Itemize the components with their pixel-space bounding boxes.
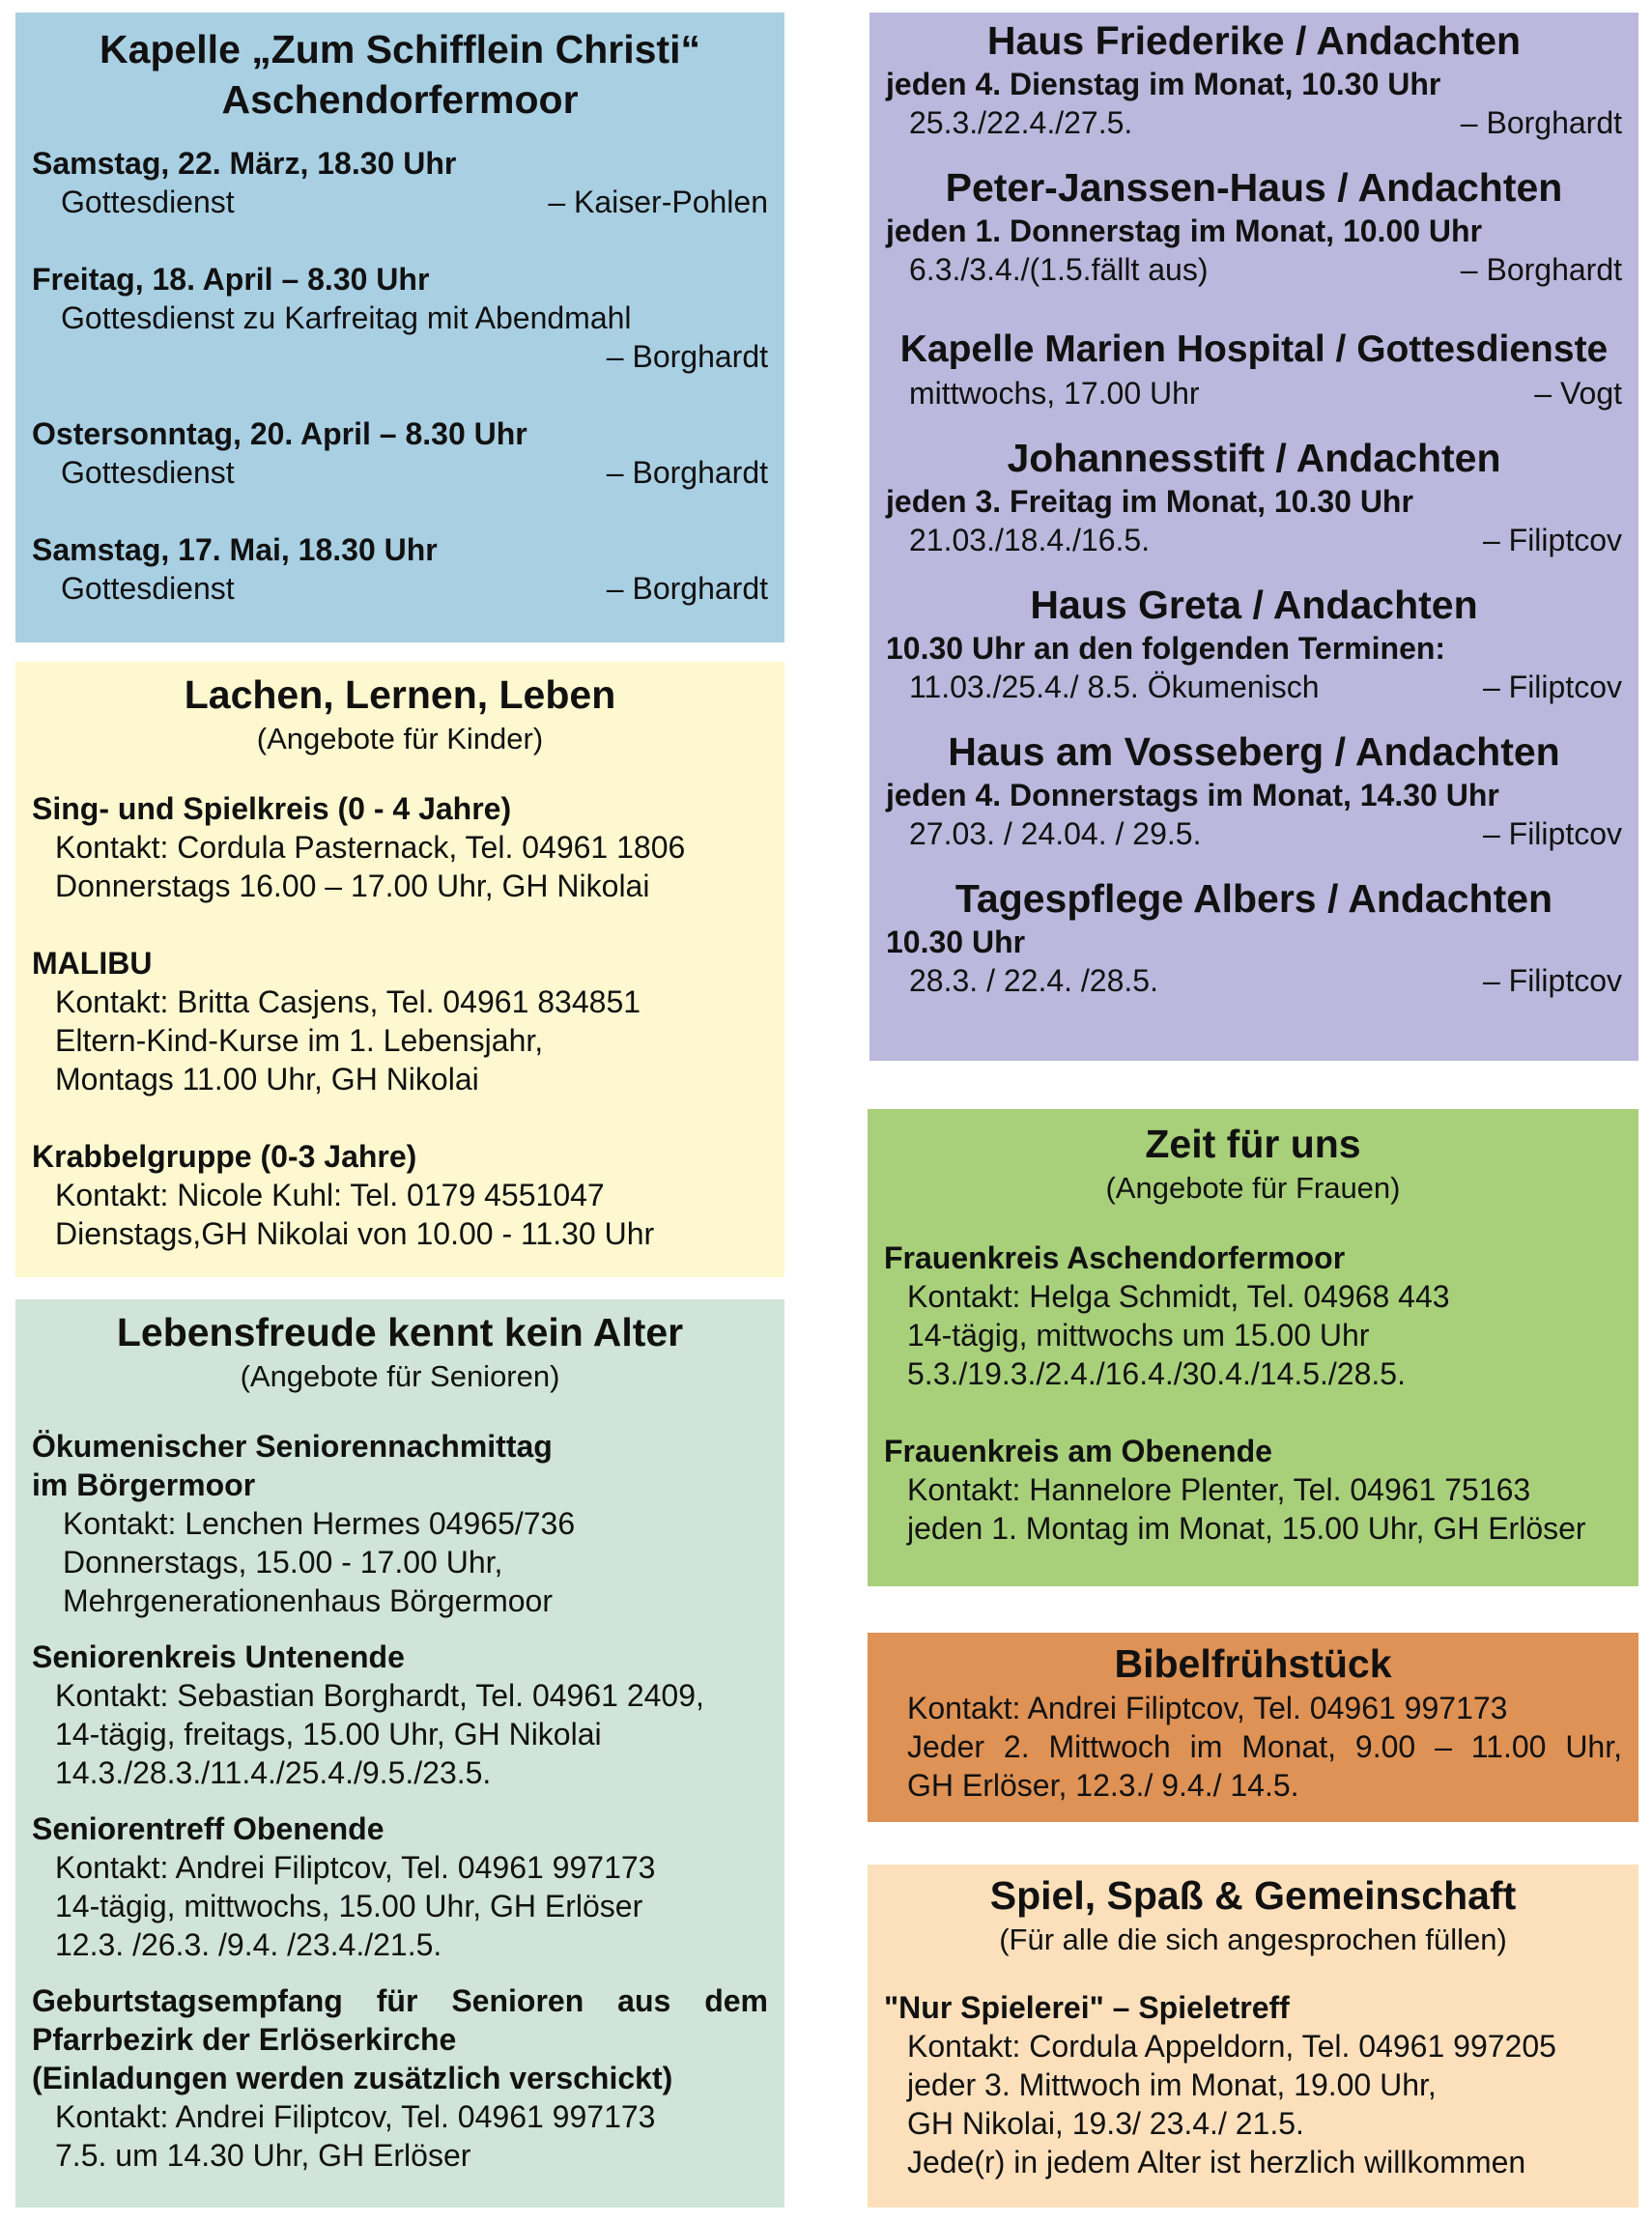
- event-date: Ostersonntag, 20. April – 8.30 Uhr: [32, 416, 527, 451]
- frauen-offer: [884, 1239, 1622, 1393]
- event-officiant: – Borghardt: [606, 571, 768, 606]
- andacht-title: Haus am Vosseberg / Andachten: [948, 729, 1560, 774]
- offer-line: Kontakt: Cordula Appeldorn, Tel. 04961 997205: [907, 2029, 1556, 2064]
- kapelle-event: [32, 260, 768, 376]
- andacht-schedule: jeden 1. Donnerstag im Monat, 10.00 Uhr: [886, 214, 1483, 248]
- andacht-dates-row: [886, 961, 1622, 1000]
- offer-title: Ökumenischer Seniorennachmittag: [32, 1429, 553, 1464]
- offer-title: Geburtstagsempfang für Senioren aus dem: [32, 1983, 768, 2018]
- offer-line: Mehrgenerationenhaus Börgermoor: [63, 1583, 553, 1618]
- andacht-dates-row: [886, 374, 1622, 413]
- bibel-title: Bibelfrühstück: [1114, 1641, 1392, 1686]
- senioren-offer: [32, 1809, 768, 1964]
- kinder-offer: [32, 789, 768, 905]
- andacht-officiant: – Borghardt: [1460, 252, 1622, 287]
- andacht-dates: mittwochs, 17.00 Uhr: [909, 376, 1200, 411]
- offer-line: 14-tägig, mittwochs, 15.00 Uhr, GH Erlöser: [55, 1889, 643, 1923]
- kinder-subtitle: (Angebote für Kinder): [256, 722, 544, 755]
- event-officiant: – Borghardt: [606, 339, 768, 374]
- andacht-title: Kapelle Marien Hospital / Gottesdienste: [899, 328, 1609, 370]
- senioren-offer: [32, 1638, 768, 1792]
- andacht-block: [886, 581, 1622, 706]
- offer-line: 14-tägig, freitags, 15.00 Uhr, GH Nikolai: [55, 1717, 602, 1752]
- offer-title: Seniorentreff Obenende: [32, 1811, 385, 1846]
- kapelle-event: [32, 414, 768, 492]
- offer-line: Eltern-Kind-Kurse im 1. Lebensjahr,: [55, 1023, 544, 1058]
- andacht-block: [886, 163, 1622, 289]
- offer-line: 14.3./28.3./11.4./25.4./9.5./23.5.: [55, 1755, 492, 1790]
- frauen-title: Zeit für uns: [1145, 1122, 1361, 1166]
- senioren-title: Lebensfreude kennt kein Alter: [116, 1310, 684, 1354]
- offer-title: Pfarrbezirk der Erlöserkirche: [32, 2022, 457, 2057]
- andacht-block: [886, 727, 1622, 853]
- andacht-block: [886, 326, 1622, 413]
- offer-line: 12.3. /26.3. /9.4. /23.4./21.5.: [55, 1927, 442, 1962]
- offer-line: Dienstags,GH Nikolai von 10.00 - 11.30 Uhr: [55, 1216, 655, 1251]
- andacht-dates-row: [886, 250, 1622, 289]
- spiel-title: Spiel, Spaß & Gemeinschaft: [989, 1873, 1517, 1918]
- frauen-offer: [884, 1432, 1622, 1548]
- event-date: Samstag, 17. Mai, 18.30 Uhr: [32, 532, 438, 567]
- andacht-officiant: – Borghardt: [1460, 105, 1622, 140]
- offer-line: Donnerstags, 15.00 - 17.00 Uhr,: [63, 1545, 503, 1580]
- senioren-offer: [32, 1427, 768, 1620]
- spiel-section: [868, 1865, 1638, 2208]
- andacht-block: [886, 16, 1622, 142]
- offer-title: Krabbelgruppe (0-3 Jahre): [32, 1139, 417, 1174]
- offer-title: Seniorenkreis Untenende: [32, 1639, 405, 1674]
- andacht-officiant: – Filiptcov: [1482, 816, 1622, 851]
- kinder-offer: [32, 944, 768, 1098]
- andacht-title: Haus Friederike / Andachten: [986, 18, 1522, 63]
- frauen-subtitle: (Angebote für Frauen): [1105, 1171, 1401, 1205]
- event-date: Freitag, 18. April – 8.30 Uhr: [32, 262, 430, 297]
- kinder-section: [15, 662, 784, 1277]
- kapelle-event: [32, 530, 768, 608]
- kapelle-event: [32, 144, 768, 221]
- offer-line: jeden 1. Montag im Monat, 15.00 Uhr, GH Erlöser: [907, 1511, 1586, 1546]
- kinder-offer: [32, 1137, 768, 1253]
- event-officiant: – Kaiser-Pohlen: [548, 185, 768, 219]
- andacht-schedule: jeden 3. Freitag im Monat, 10.30 Uhr: [886, 484, 1413, 519]
- bibel-line: Jeder 2. Mittwoch im Monat, 9.00 – 11.00 Uhr,: [907, 1729, 1622, 1764]
- offer-title: Frauenkreis am Obenende: [884, 1434, 1272, 1468]
- spiel-subtitle: (Für alle die sich angesprochen füllen): [999, 1923, 1507, 1956]
- offer-title: Sing- und Spielkreis (0 - 4 Jahre): [32, 791, 512, 826]
- andacht-title: Haus Greta / Andachten: [1030, 583, 1478, 627]
- andacht-officiant: – Filiptcov: [1482, 523, 1622, 557]
- offer-line: Kontakt: Lenchen Hermes 04965/736: [63, 1506, 576, 1541]
- event-row: [32, 569, 768, 608]
- offer-line: jeder 3. Mittwoch im Monat, 19.00 Uhr,: [907, 2067, 1437, 2102]
- event-description: Gottesdienst: [61, 185, 235, 219]
- event-row: [32, 453, 768, 492]
- senioren-section: [15, 1299, 784, 2208]
- andacht-officiant: – Filiptcov: [1482, 669, 1622, 704]
- event-description: Gottesdienst: [61, 571, 235, 606]
- andacht-dates: 6.3./3.4./(1.5.fällt aus): [909, 252, 1209, 287]
- andacht-dates: 21.03./18.4./16.5.: [909, 523, 1151, 557]
- offer-title: Frauenkreis Aschendorfermoor: [884, 1240, 1346, 1275]
- offer-line: 7.5. um 14.30 Uhr, GH Erlöser: [55, 2138, 471, 2173]
- offer-title: im Börgermoor: [32, 1467, 256, 1502]
- andachten-section: [869, 13, 1638, 1061]
- event-row: [32, 183, 768, 221]
- andacht-dates: 27.03. / 24.04. / 29.5.: [909, 816, 1202, 851]
- kapelle-section: [15, 13, 784, 642]
- event-date: Samstag, 22. März, 18.30 Uhr: [32, 146, 457, 181]
- offer-line: Donnerstags 16.00 – 17.00 Uhr, GH Nikolai: [55, 869, 650, 903]
- offer-note: (Einladungen werden zusätzlich verschickt): [32, 2061, 673, 2095]
- andacht-schedule: jeden 4. Donnerstags im Monat, 14.30 Uhr: [886, 778, 1499, 812]
- spiel-offer: [884, 1988, 1622, 2181]
- offer-line: Kontakt: Hannelore Plenter, Tel. 04961 75163: [907, 1472, 1531, 1507]
- andacht-dates: 11.03./25.4./ 8.5. Ökumenisch: [909, 669, 1320, 704]
- bibel-line: GH Erlöser, 12.3./ 9.4./ 14.5.: [907, 1768, 1299, 1803]
- offer-line: 14-tägig, mittwochs um 15.00 Uhr: [907, 1318, 1370, 1353]
- andacht-schedule: 10.30 Uhr: [886, 925, 1026, 959]
- senioren-offer: [32, 1981, 768, 2175]
- offer-line: Jede(r) in jedem Alter ist herzlich willkommen: [907, 2145, 1526, 2179]
- andacht-officiant: – Vogt: [1534, 376, 1622, 411]
- senioren-subtitle: (Angebote für Senioren): [240, 1359, 560, 1393]
- offer-line: GH Nikolai, 19.3/ 23.4./ 21.5.: [907, 2106, 1304, 2141]
- event-description: Gottesdienst zu Karfreitag mit Abendmahl: [61, 300, 632, 335]
- andacht-dates: 28.3. / 22.4. /28.5.: [909, 963, 1158, 998]
- offer-line: Kontakt: Andrei Filiptcov, Tel. 04961 997173: [55, 2099, 656, 2134]
- andacht-dates-row: [886, 103, 1622, 142]
- bibel-line: Kontakt: Andrei Filiptcov, Tel. 04961 997173: [907, 1691, 1508, 1725]
- andacht-title: Johannesstift / Andachten: [1007, 436, 1501, 480]
- frauen-section: [868, 1109, 1638, 1586]
- andacht-block: [886, 434, 1622, 559]
- andacht-officiant: – Filiptcov: [1482, 963, 1622, 998]
- bibel-section: [868, 1633, 1638, 1822]
- offer-line: Kontakt: Helga Schmidt, Tel. 04968 443: [907, 1279, 1450, 1314]
- kinder-title: Lachen, Lernen, Leben: [184, 672, 616, 717]
- offer-line: Kontakt: Britta Casjens, Tel. 04961 834851: [55, 984, 641, 1019]
- andacht-schedule: jeden 4. Dienstag im Monat, 10.30 Uhr: [886, 67, 1441, 101]
- kapelle-title-line2: Aschendorfermoor: [221, 77, 579, 122]
- event-officiant: – Borghardt: [606, 455, 768, 490]
- offer-line: Kontakt: Cordula Pasternack, Tel. 04961 1806: [55, 830, 686, 865]
- andacht-dates: 25.3./22.4./27.5.: [909, 105, 1133, 140]
- andacht-title: Tagespflege Albers / Andachten: [954, 876, 1553, 921]
- andacht-schedule: 10.30 Uhr an den folgenden Terminen:: [886, 631, 1446, 666]
- offer-line: 5.3./19.3./2.4./16.4./30.4./14.5./28.5.: [907, 1356, 1406, 1391]
- offer-line: Kontakt: Sebastian Borghardt, Tel. 04961 2409,: [55, 1678, 704, 1713]
- offer-line: Kontakt: Andrei Filiptcov, Tel. 04961 997173: [55, 1850, 656, 1885]
- andacht-dates-row: [886, 814, 1622, 853]
- offer-line: Kontakt: Nicole Kuhl: Tel. 0179 4551047: [55, 1178, 605, 1212]
- andacht-title: Peter-Janssen-Haus / Andachten: [945, 165, 1563, 210]
- andacht-block: [886, 874, 1622, 1000]
- offer-title: "Nur Spielerei" – Spieletreff: [884, 1990, 1290, 2025]
- andacht-dates-row: [886, 521, 1622, 559]
- andacht-dates-row: [886, 668, 1622, 706]
- offer-line: Montags 11.00 Uhr, GH Nikolai: [55, 1062, 479, 1097]
- event-description: Gottesdienst: [61, 455, 235, 490]
- offer-title: MALIBU: [32, 946, 153, 981]
- kapelle-title-line1: Kapelle „Zum Schifflein Christi“: [100, 27, 700, 71]
